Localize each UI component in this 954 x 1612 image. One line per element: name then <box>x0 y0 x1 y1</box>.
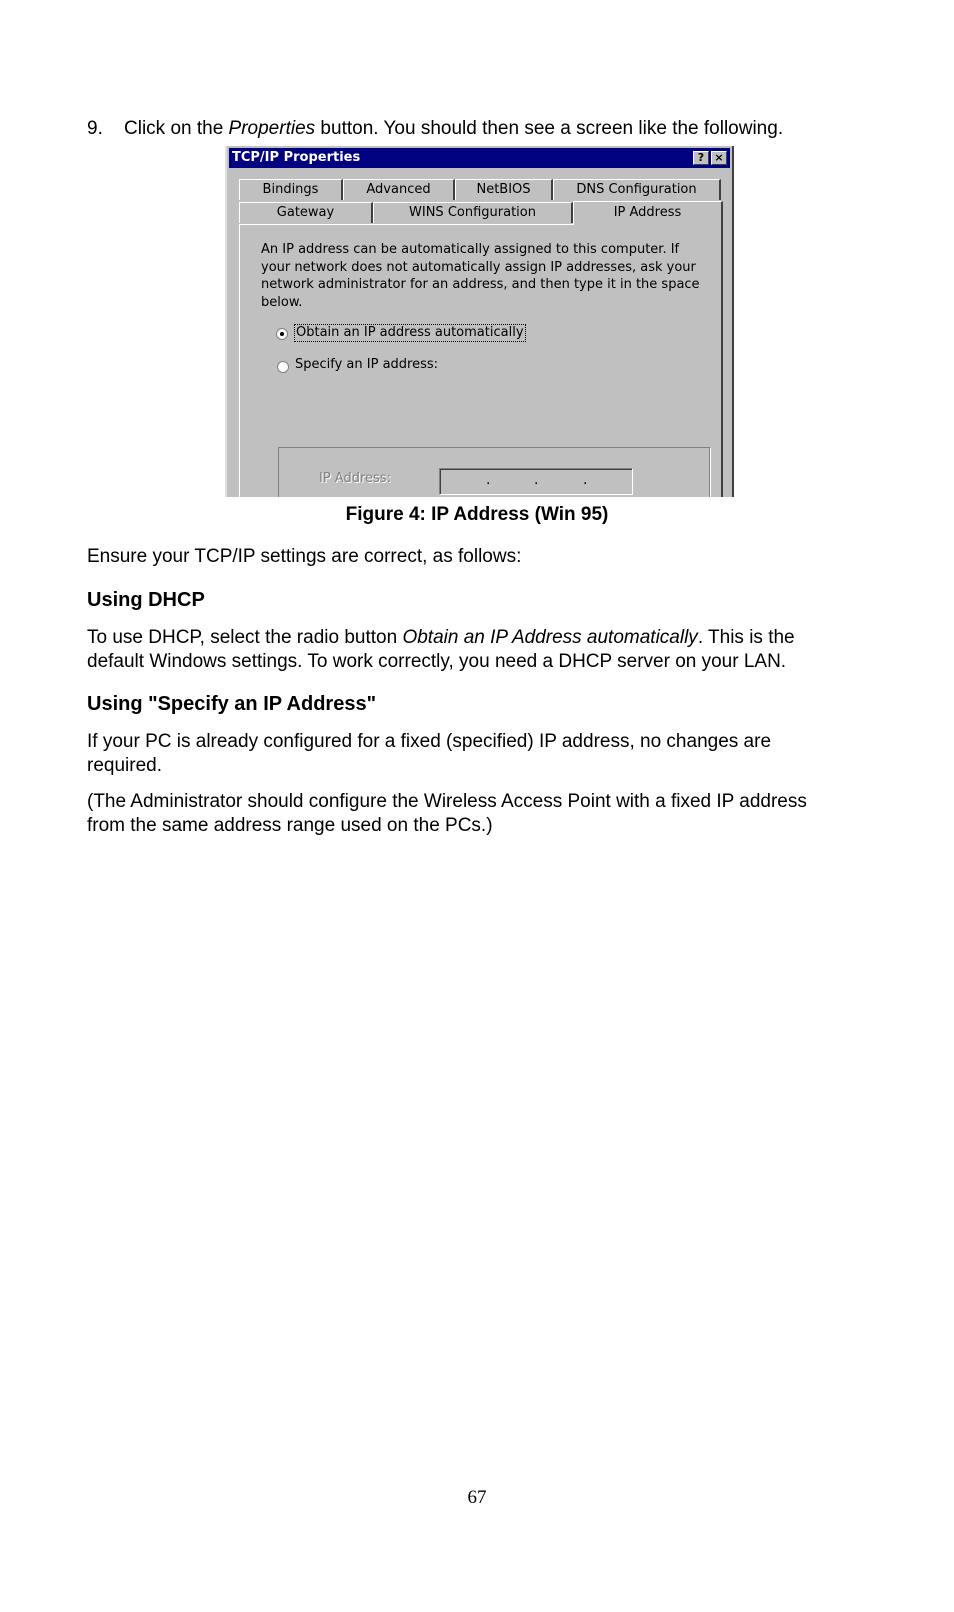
dhcp-line-1-before: To use DHCP, select the radio button <box>87 627 403 648</box>
dhcp-line-2: default Windows settings. To work correctly, you need a DHCP server on your LAN. <box>87 651 787 672</box>
figure-caption: Figure 4: IP Address (Win 95) <box>345 504 609 525</box>
step-text-italic: Properties <box>228 118 316 139</box>
ip-address-panel <box>239 224 723 497</box>
ip-address-field[interactable] <box>439 468 633 495</box>
specify-para1-line1: If your PC is already configured for a fixed (specified) IP address, no changes are <box>87 731 772 752</box>
specify-ip-groupbox <box>278 447 710 497</box>
dialog-title: TCP/IP Properties <box>232 150 361 165</box>
description-line-1: An IP address can be automatically assigned to this computer. If <box>261 242 680 257</box>
close-icon[interactable]: × <box>711 151 727 165</box>
dhcp-line-1 <box>87 626 795 650</box>
radio-specify-ip[interactable] <box>277 361 289 373</box>
help-button[interactable]: ? <box>693 151 709 165</box>
page-number: 67 <box>467 1487 487 1508</box>
tab-bindings[interactable]: Bindings <box>239 179 343 200</box>
specify-heading: Using "Specify an IP Address" <box>87 693 377 715</box>
tab-gateway[interactable]: Gateway <box>239 202 373 223</box>
step-text-after: button. You should then see a screen like the following. <box>315 118 784 139</box>
dialog-titlebar <box>229 148 730 168</box>
radio-obtain-automatically[interactable] <box>276 328 288 340</box>
tab-ip-address[interactable]: IP Address <box>573 201 723 225</box>
specify-para1-line2: required. <box>87 755 162 776</box>
dhcp-heading: Using DHCP <box>87 589 205 611</box>
ip-dot-2: . <box>534 472 539 488</box>
specify-para2-line1: (The Administrator should configure the Wireless Access Point with a fixed IP address <box>87 791 807 812</box>
description-line-4: below. <box>261 294 303 310</box>
intro-text: Ensure your TCP/IP settings are correct, as follows: <box>87 546 522 567</box>
dhcp-line-1-italic: Obtain an IP Address automatically <box>402 627 698 648</box>
radio-specify-label[interactable]: Specify an IP address: <box>292 356 441 374</box>
tab-wins-configuration[interactable]: WINS Configuration <box>373 202 573 223</box>
radio-obtain-label[interactable]: Obtain an IP address automatically <box>296 325 524 340</box>
ip-address-label: IP Address: <box>319 471 391 486</box>
step-text-before: Click on the <box>124 118 229 139</box>
ip-dot-1: . <box>486 472 491 488</box>
tab-advanced[interactable]: Advanced <box>343 179 455 200</box>
tab-dns-configuration[interactable]: DNS Configuration <box>553 179 721 200</box>
tcpip-properties-dialog <box>225 146 734 497</box>
ip-dot-3: . <box>583 472 588 488</box>
specify-para2-line2: from the same address range used on the PCs.) <box>87 815 493 836</box>
step-number: 9. <box>87 118 103 139</box>
tab-netbios[interactable]: NetBIOS <box>455 179 553 200</box>
dhcp-line-1-after: . This is the <box>697 627 795 648</box>
description-line-3: network administrator for an address, and then type it in the space <box>261 277 700 292</box>
description-line-2: your network does not automatically assign IP addresses, ask your <box>261 259 696 275</box>
step-text <box>124 117 783 141</box>
